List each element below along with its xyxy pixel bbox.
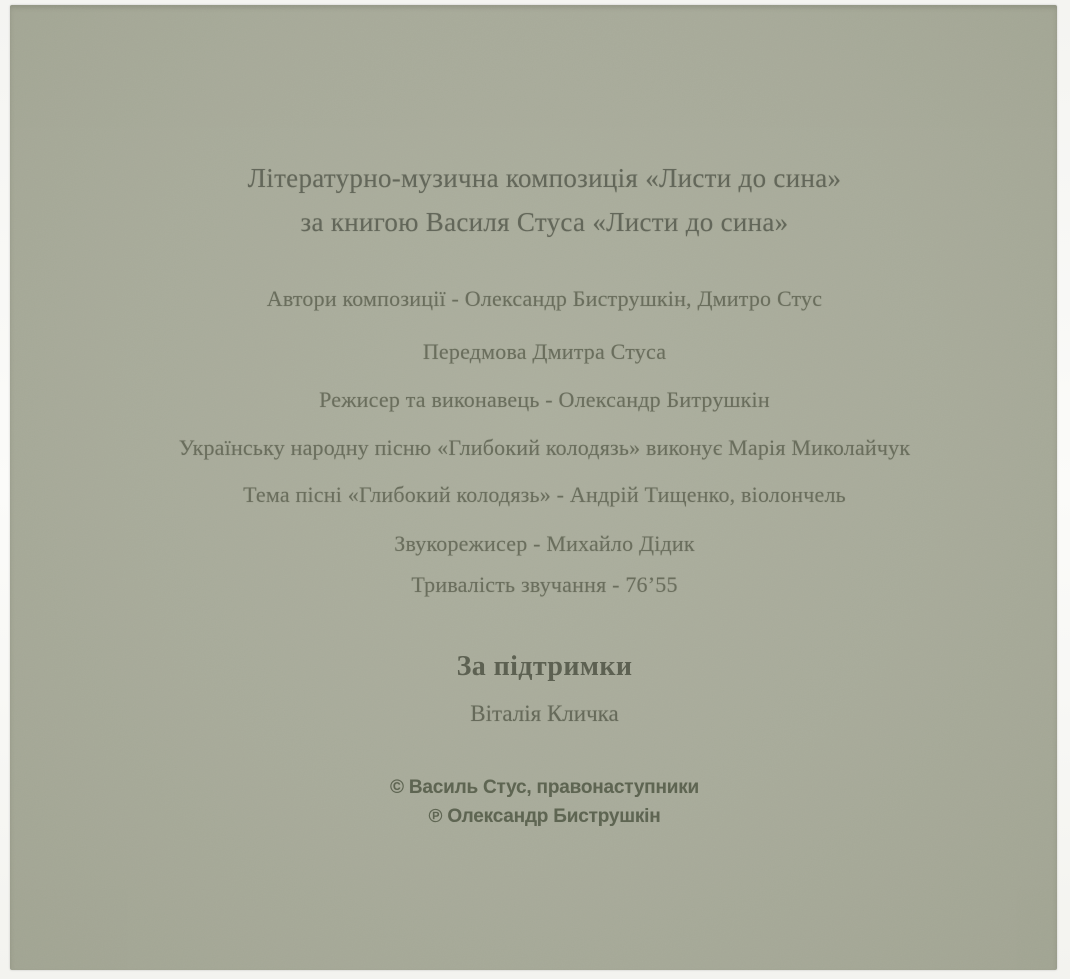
credit-line-director: Режисер та виконавець - Олександр Битрушкін — [319, 387, 770, 412]
phonogram-copyright-line: ℗ Олександр Биструшкін — [428, 806, 661, 827]
album-title-line-1: Літературно-музична композиція «Листи до сина» — [247, 163, 842, 193]
credit-line-authors: Автори композиції - Олександр Биструшкін, Дмитро Стус — [266, 286, 823, 311]
credit-line-duration: Тривалість звучання - 76’55 — [411, 572, 678, 597]
credit-line-foreword: Передмова Дмитра Стуса — [422, 339, 667, 364]
support-heading: За підтримки — [456, 651, 633, 682]
credit-line-sound-engineer: Звукорежисер - Михайло Дідик — [394, 531, 695, 556]
credit-line-folk-song: Українську народну пісню «Глибокий колодязь» виконує Марія Миколайчук — [178, 435, 911, 460]
text-block — [32, 5, 1057, 970]
credit-line-song-theme: Тема пісні «Глибокий колодязь» - Андрій Тищенко, віолончель — [243, 482, 846, 507]
copyright-line-author: © Василь Стус, правонаступники — [389, 777, 700, 798]
support-name: Віталія Кличка — [470, 701, 619, 726]
album-title-line-2: за книгою Василя Стуса «Листи до сина» — [300, 207, 789, 237]
cd-back-cover-card — [10, 5, 1057, 970]
